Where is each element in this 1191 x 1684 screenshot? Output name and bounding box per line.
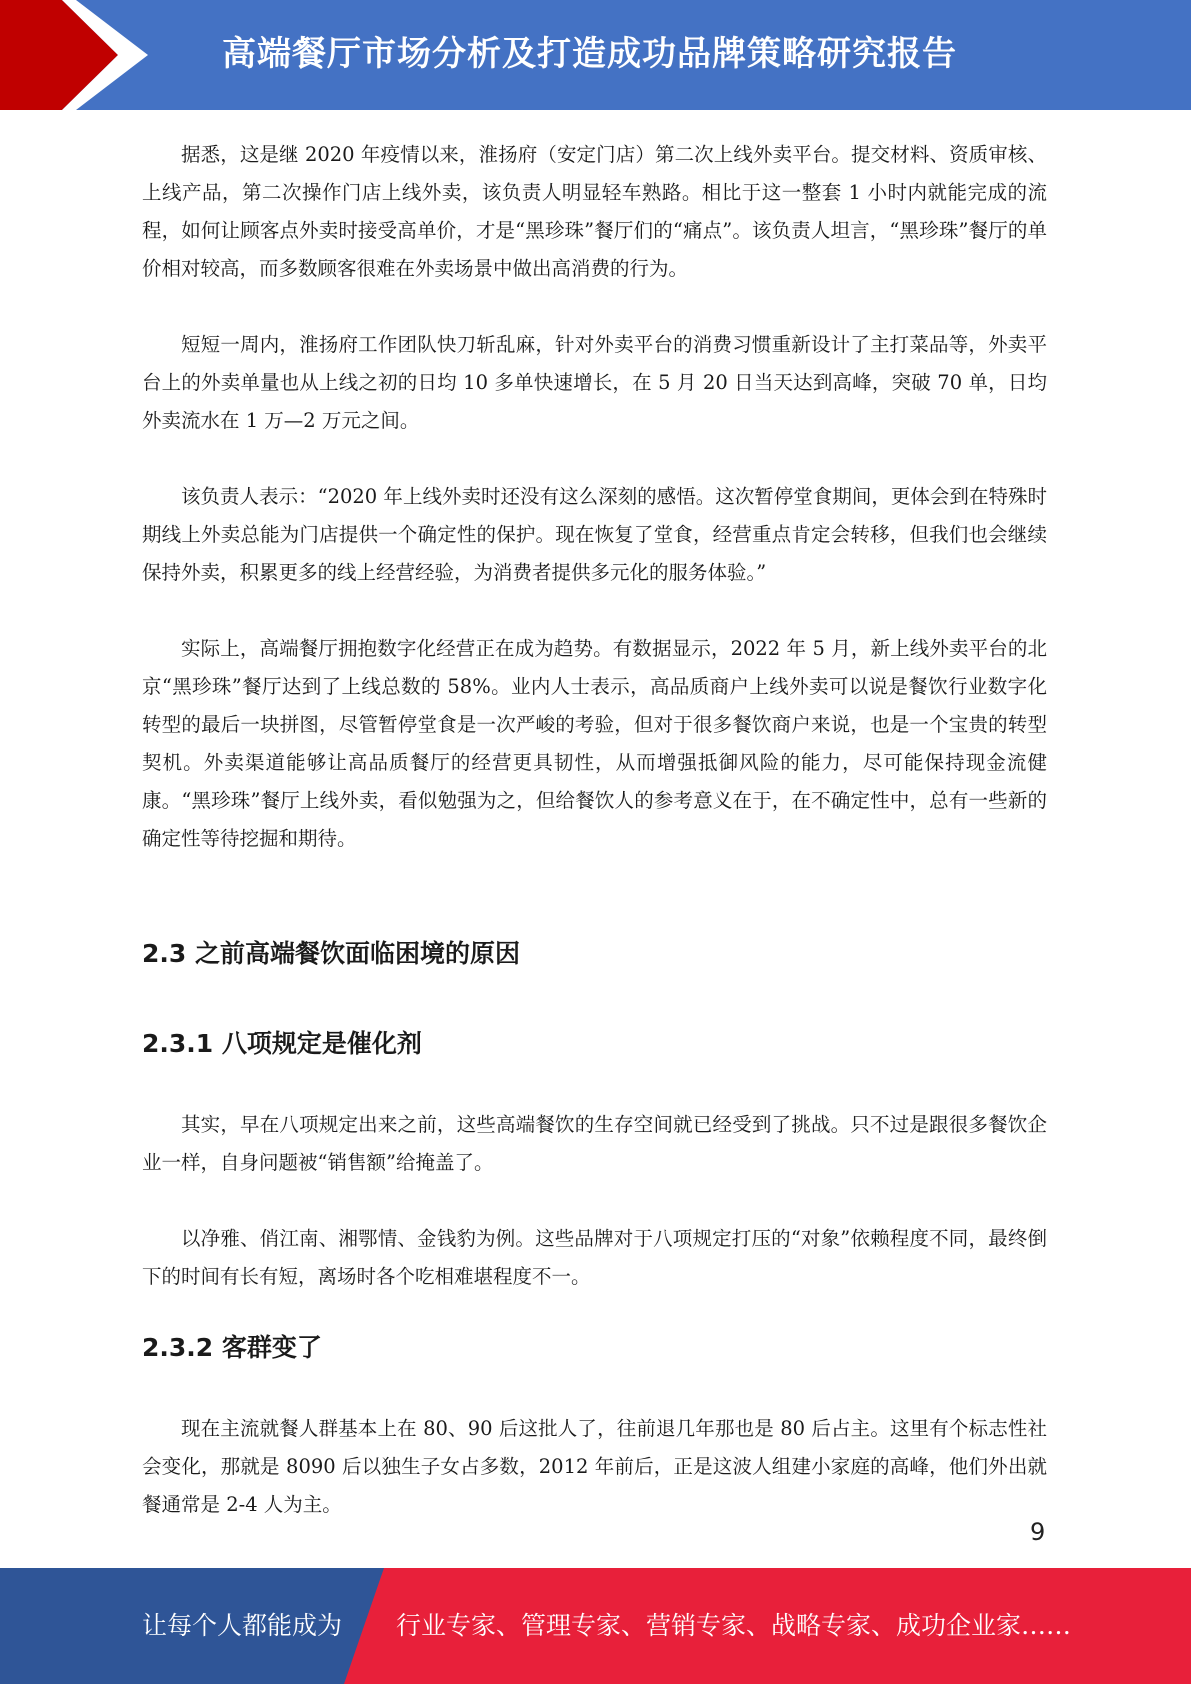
paragraph: 实际上，高端餐厅拥抱数字化经营正在成为趋势。有数据显示，2022 年 5 月，新上线外卖平台的北京“黑珍珠”餐厅达到了上线总数的 58%。业内人士表示，高品质商户上线外卖可以说是餐饮行业数字化转型的最后一块拼图，尽管暂停堂食是一次严峻的考验，但对于很多餐饮商户来说，也是一个宝贵的转型契机。外卖渠道能够让高品质餐厅的经营更具韧性，从而增强抵御风险的能力，尽可能保持现金流健康。“黑珍珠”餐厅上线外卖，看似勉强为之，但给餐饮人的参考意义在于，在不确定性中，总有一些新的确定性等待挖掘和期待。 <box>142 637 1047 850</box>
paragraph: 现在主流就餐人群基本上在 80、90 后这批人了，往前退几年那也是 80 后占主。这里有个标志性社会变化，那就是 8090 后以独生子女占多数，2012 年前后，正是这波人组建小家庭的高峰，他们外出就餐通常是 2-4 人为主。 <box>142 1417 1047 1516</box>
section-heading-2-3-2: 2.3.2 客群变了 <box>142 1333 322 1362</box>
section-heading-2-3: 2.3 之前高端餐饮面临困境的原因 <box>142 939 520 968</box>
page-content <box>142 136 1047 1524</box>
red-chevron-decoration <box>0 0 150 110</box>
page-number: 9 <box>1030 1518 1046 1546</box>
paragraph: 该负责人表示：“2020 年上线外卖时还没有这么深刻的感悟。这次暂停堂食期间，更体会到在特殊时期线上外卖总能为门店提供一个确定性的保护。现在恢复了堂食，经营重点肯定会转移，但我们也会继续保持外卖，积累更多的线上经营经验，为消费者提供多元化的服务体验。” <box>142 485 1047 584</box>
page-footer <box>0 1568 1191 1684</box>
paragraph: 其实，早在八项规定出来之前，这些高端餐饮的生存空间就已经受到了挑战。只不过是跟很多餐饮企业一样，自身问题被“销售额”给掩盖了。 <box>142 1113 1047 1174</box>
document-title: 高端餐厅市场分析及打造成功品牌策略研究报告 <box>222 34 957 74</box>
footer-slogan-left: 让每个人都能成为 <box>142 1611 343 1640</box>
section-heading-2-3-1: 2.3.1 八项规定是催化剂 <box>142 1029 422 1058</box>
paragraph: 以净雅、俏江南、湘鄂情、金钱豹为例。这些品牌对于八项规定打压的“对象”依赖程度不同，最终倒下的时间有长有短，离场时各个吃相难堪程度不一。 <box>142 1227 1047 1288</box>
paragraph: 短短一周内，淮扬府工作团队快刀斩乱麻，针对外卖平台的消费习惯重新设计了主打菜品等，外卖平台上的外卖单量也从上线之初的日均 10 多单快速增长，在 5 月 20 日当天达到高峰，突破 70 单，日均外卖流水在 1 万—2 万元之间。 <box>142 333 1047 432</box>
page-header <box>0 0 1191 110</box>
paragraph: 据悉，这是继 2020 年疫情以来，淮扬府（安定门店）第二次上线外卖平台。提交材料、资质审核、上线产品，第二次操作门店上线外卖，该负责人明显轻车熟路。相比于这一整套 1 小时内就能完成的流程，如何让顾客点外卖时接受高单价，才是“黑珍珠”餐厅们的“痛点”。该负责人坦言，“黑珍珠”餐厅的单价相对较高，而多数顾客很难在外卖场景中做出高消费的行为。 <box>142 143 1047 280</box>
footer-slogan-right: 行业专家、管理专家、营销专家、战略专家、成功企业家…… <box>396 1611 1072 1640</box>
